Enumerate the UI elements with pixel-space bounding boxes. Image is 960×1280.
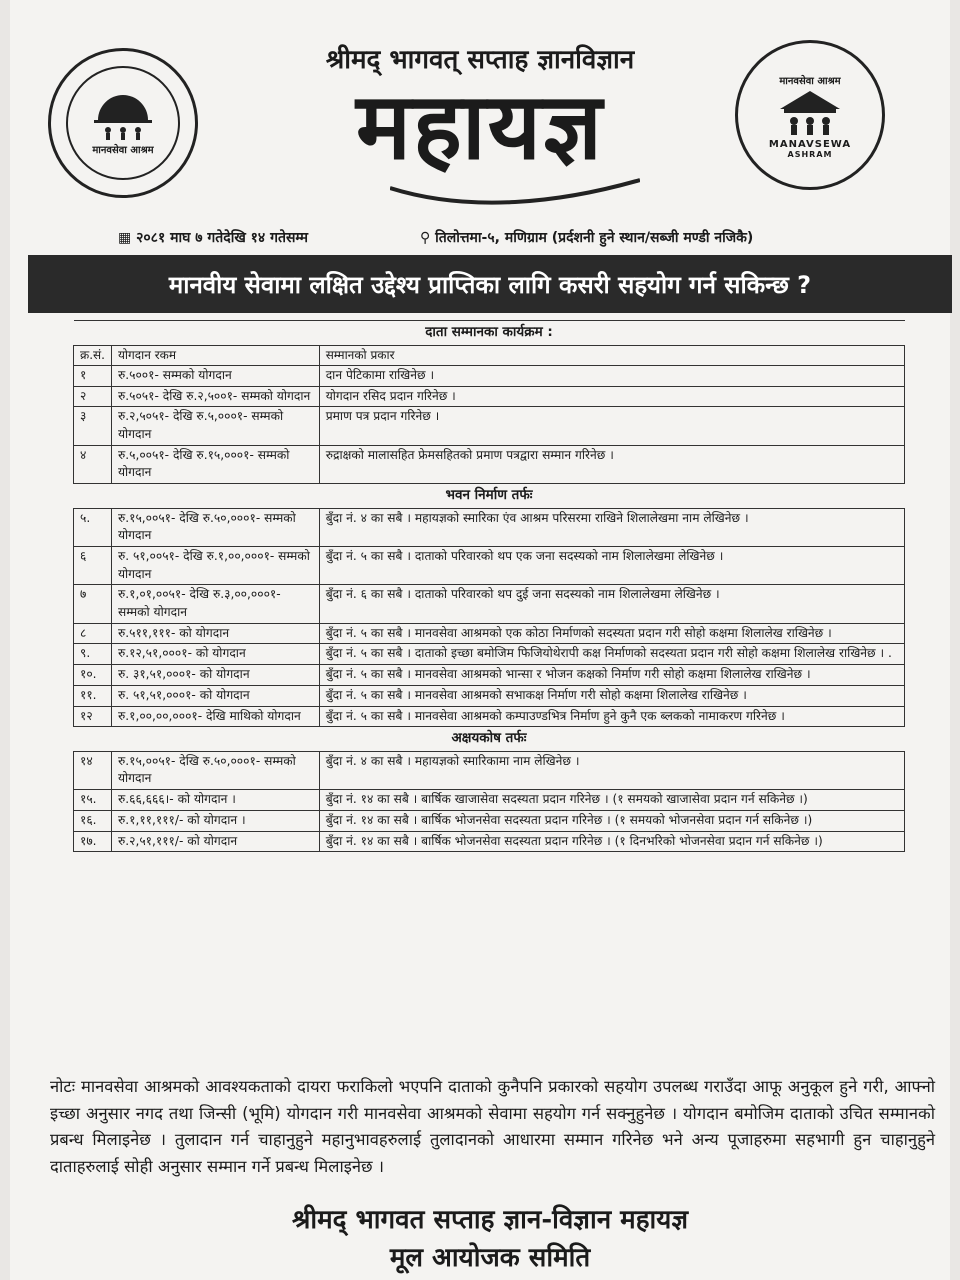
table-row <box>74 706 905 727</box>
table-section-header <box>74 321 905 346</box>
table-row <box>74 685 905 706</box>
cell-sn: १५. <box>74 790 112 811</box>
event-title: महायज्ञ <box>355 72 605 180</box>
cell-amount: रु. ५१,००५१- देखि रु.१,००,०००१- सम्मको योगदान <box>111 547 319 585</box>
table-row <box>74 585 905 623</box>
cell-honor: दान पेटिकामा राखिनेछ । <box>319 365 904 386</box>
cell-amount: रु.२,५०५१- देखि रु.५,०००१- सम्मको योगदान <box>111 407 319 445</box>
cell-sn: १४ <box>74 751 112 789</box>
left-logo-emblem <box>66 66 180 180</box>
table-row <box>74 751 905 789</box>
event-subtitle: श्रीमद् भागवत् सप्ताह ज्ञानविज्ञान <box>325 45 635 75</box>
footer-line-1: श्रीमद् भागवत सप्ताह ज्ञान-विज्ञान महायज्ञ <box>291 1205 689 1235</box>
cell-sn: ६ <box>74 547 112 585</box>
table-row <box>74 831 905 852</box>
question-banner: मानवीय सेवामा लक्षित उद्देश्य प्राप्तिका लागि कसरी सहयोग गर्न सकिन्छ ? <box>28 255 952 313</box>
section-title-donor-honor: दाता सम्मानका कार्यक्रम : <box>74 321 905 346</box>
cell-honor: बुँदा नं. ५ का सबै । मानवसेवा आश्रमको सभाकक्ष निर्माण गरी सोहो कक्षमा शिलालेख राखिनेछ । <box>319 685 904 706</box>
cell-honor: प्रमाण पत्र प्रदान गरिनेछ । <box>319 407 904 445</box>
cell-amount: रु.५०५१- देखि रु.२,५००१- सम्मको योगदान <box>111 386 319 407</box>
location-pin-icon: ⚲ <box>420 230 431 246</box>
table-row <box>74 365 905 386</box>
cell-sn: १७. <box>74 831 112 852</box>
cell-honor: बुँदा नं. ५ का सबै । दाताको इच्छा बमोजिम फिजियोथेरापी कक्ष निर्माणको सदस्यता प्रदान गरी सोहो कक्षमा शिलालेख राखिनेछ । . <box>319 644 904 665</box>
cell-honor: बुँदा नं. १४ का सबै । बार्षिक भोजनसेवा सदस्यता प्रदान गरिनेछ । (१ दिनभरिको भोजनसेवा प्रदान गर्न सकिनेछ ।) <box>319 831 904 852</box>
cell-amount: रु.५११,१११- को योगदान <box>111 623 319 644</box>
organizer-footer <box>160 1202 820 1277</box>
event-place-text: तिलोत्तमा-५, मणिग्राम (प्रर्दशनी हुने स्थान/सब्जी मण्डी नजिकै) <box>435 230 754 246</box>
sun-people-icon <box>88 90 158 140</box>
cell-honor: बुँदा नं. ४ का सबै । महायज्ञको स्मारिकामा नाम लेखिनेछ । <box>319 751 904 789</box>
cell-sn: १६. <box>74 810 112 831</box>
right-logo <box>735 40 885 190</box>
cell-honor: बुँदा नं. १४ का सबै । बार्षिक खाजासेवा सदस्यता प्रदान गरिनेछ । (१ समयको खाजासेवा प्रदान गर्न सकिनेछ ।) <box>319 790 904 811</box>
cell-amount: रु.१५,००५१- देखि रु.५०,०००१- सम्मको योगदान <box>111 751 319 789</box>
cell-sn: २ <box>74 386 112 407</box>
event-date <box>118 228 308 247</box>
cell-sn: १२ <box>74 706 112 727</box>
cell-sn: ५. <box>74 508 112 546</box>
title-swash-decoration <box>390 178 640 208</box>
cell-amount: रु.६६,६६६।- को योगदान । <box>111 790 319 811</box>
cell-amount: रु. ३१,५१,०००१- को योगदान <box>111 665 319 686</box>
cell-amount: रु.१,०१,००५१- देखि रु.३,००,०००१- सम्मको योगदान <box>111 585 319 623</box>
right-logo-english-1: MANAVSEWA <box>768 139 852 150</box>
cell-amount: रु.२,५१,१११/- को योगदान <box>111 831 319 852</box>
header-sn: क्र.सं. <box>74 345 112 365</box>
cell-sn: ३ <box>74 407 112 445</box>
cell-amount: रु.१,११,१११/- को योगदान । <box>111 810 319 831</box>
header-amount: योगदान रकम <box>111 345 319 365</box>
table-header-row <box>74 345 905 365</box>
right-logo-caption: मानवसेवा आश्रम <box>779 76 841 87</box>
cell-amount: रु.१५,००५१- देखि रु.५०,०००१- सम्मको योगदान <box>111 508 319 546</box>
table-row <box>74 623 905 644</box>
poster-page <box>10 0 950 1280</box>
cell-honor: बुँदा नं. ५ का सबै । मानवसेवा आश्रमको कम्पाउण्डभित्र निर्माण हुने कुनै एक ब्लकको नामाकरण गरिनेछ । <box>319 706 904 727</box>
table-row <box>74 665 905 686</box>
cell-honor: बुँदा नं. ५ का सबै । मानवसेवा आश्रमको भान्सा र भोजन कक्षको निर्माण गरी सोहो कक्षमा शिलालेख राखिनेछ । <box>319 665 904 686</box>
cell-sn: ९. <box>74 644 112 665</box>
cell-sn: १०. <box>74 665 112 686</box>
cell-honor: बुँदा नं. ४ का सबै । महायज्ञको स्मारिका एंव आश्रम परिसरमा राखिने शिलालेखमा नाम लेखिनेछ । <box>319 508 904 546</box>
donor-honor-table <box>73 320 905 852</box>
table-row <box>74 407 905 445</box>
section-title: भवन निर्माण तर्फः <box>74 484 905 509</box>
cell-amount: रु.५००१- सम्मको योगदान <box>111 365 319 386</box>
left-logo <box>48 48 198 198</box>
calendar-icon: ▦ <box>118 230 132 246</box>
table-row <box>74 790 905 811</box>
cell-sn: ८ <box>74 623 112 644</box>
section-title: अक्षयकोष तर्फः <box>74 727 905 752</box>
cell-sn: १ <box>74 365 112 386</box>
footer-line-2: मूल आयोजक समिति <box>389 1242 591 1273</box>
cell-amount: रु. ५१,५१,०००१- को योगदान <box>111 685 319 706</box>
cell-sn: ७ <box>74 585 112 623</box>
cell-amount: रु.१,००,००,०००१- देखि माथिको योगदान <box>111 706 319 727</box>
table-row <box>74 386 905 407</box>
table-row <box>74 508 905 546</box>
cell-honor: रुद्राक्षको मालासहित फ्रेमसहितको प्रमाण पत्रद्वारा सम्मान गरिनेछ । <box>319 445 904 483</box>
cell-honor: बुँदा नं. ५ का सबै । मानवसेवा आश्रमको एक कोठा निर्माणको सदस्यता प्रदान गरी सोहो कक्षमा शिलालेख राखिनेछ । <box>319 623 904 644</box>
header-honor: सम्मानको प्रकार <box>319 345 904 365</box>
table-section-header <box>74 727 905 752</box>
ashram-emblem-icon <box>770 87 850 139</box>
table-section-header <box>74 484 905 509</box>
cell-sn: ४ <box>74 445 112 483</box>
event-place <box>420 228 753 247</box>
note-paragraph: नोटः मानवसेवा आश्रमको आवश्यकताको दायरा फराकिलो भएपनि दाताको कुनैपनि प्रकारको सहयोग उपलब्ध गराउँदा आफू अनुकूल हुने गरी, आफ्नो इच्छा अनुसार नगद तथा जिन्सी (भूमि) योगदान गरी मानवसेवा आश्रमको सेवामा सहयोग गर्न सक्नुहुनेछ । योगदान बमोजिम दाताको उचित सम्मानको प्रबन्ध मिलाइनेछ । तुलादान गर्न चाहानुहुने महानुभावहरुलाई तुलादानको आधारमा सम्मान गरिनेछ भने अन्य पूजाहरुमा सहभागी हुन चाहानुहुने दाताहरुलाई सोही अनुसार सम्मान गर्ने प्रबन्ध मिलाइनेछ । <box>50 1077 935 1177</box>
left-logo-caption: मानवसेवा आश्रम <box>92 145 154 156</box>
cell-amount: रु.५,००५१- देखि रु.१५,०००१- सम्मको योगदान <box>111 445 319 483</box>
table-row <box>74 644 905 665</box>
table-row <box>74 810 905 831</box>
event-date-text: २०८१ माघ ७ गतेदेखि १४ गतेसम्म <box>136 230 308 246</box>
cell-honor: बुँदा नं. ६ का सबै । दाताको परिवारको थप दुई जना सदस्यको नाम शिलालेखमा लेखिनेछ । <box>319 585 904 623</box>
right-logo-english-2: ASHRAM <box>787 150 833 159</box>
cell-honor: योगदान रसिद प्रदान गरिनेछ । <box>319 386 904 407</box>
cell-sn: ११. <box>74 685 112 706</box>
table-row <box>74 547 905 585</box>
cell-amount: रु.१२,५१,०००१- को योगदान <box>111 644 319 665</box>
cell-honor: बुँदा नं. १४ का सबै । बार्षिक भोजनसेवा सदस्यता प्रदान गरिनेछ । (१ समयको भोजनसेवा प्रदान गर्न सकिनेछ ।) <box>319 810 904 831</box>
cell-honor: बुँदा नं. ५ का सबै । दाताको परिवारको थप एक जना सदस्यको नाम शिलालेखमा लेखिनेछ । <box>319 547 904 585</box>
table-row <box>74 445 905 483</box>
